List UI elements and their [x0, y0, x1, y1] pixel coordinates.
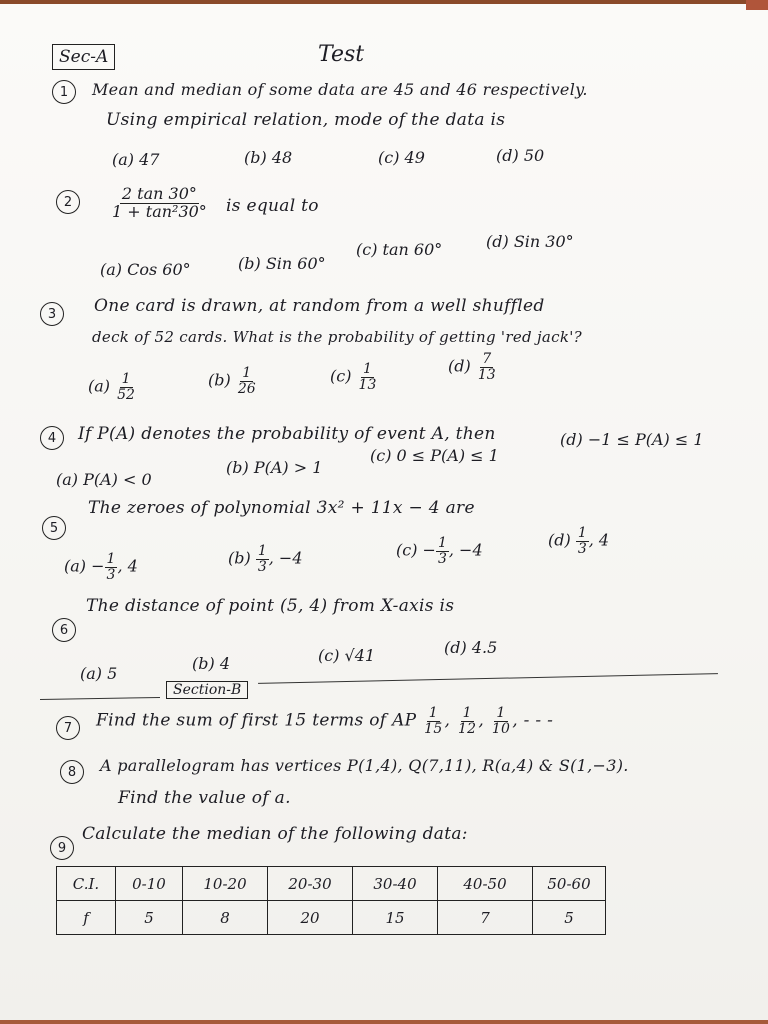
table-cell: 40-50 — [438, 867, 533, 901]
page-title: Test — [318, 42, 365, 67]
table-cell: 10-20 — [183, 867, 268, 901]
q3-option-c: (c) $\frac{1}{13}$ — [330, 361, 377, 393]
table-cell: 20 — [268, 901, 353, 935]
q7-term-2: $\frac{1}{12}$ — [457, 705, 477, 737]
table-cell: 7 — [438, 901, 533, 935]
q8-line2: Find the value of a. — [118, 788, 291, 808]
section-b-label: Section-B — [166, 681, 248, 699]
table-cell: C.I. — [57, 867, 116, 901]
q6-option-d: (d) 4.5 — [444, 638, 498, 657]
q1-option-b: (b) 48 — [244, 148, 293, 167]
q9-text: Calculate the median of the following data: — [82, 824, 468, 844]
question-number-5: 5 — [42, 516, 66, 540]
question-number-2: 2 — [56, 190, 80, 214]
question-number-9: 9 — [50, 836, 74, 860]
q5-option-c: (c) − $\frac{1}{3}$ , −4 — [396, 535, 483, 567]
paper-edge-corner — [746, 0, 768, 10]
q6-option-b: (b) 4 — [192, 654, 230, 673]
section-a-label: Sec-A — [52, 44, 115, 70]
question-number-8: 8 — [60, 760, 84, 784]
q2-fraction-numerator: 2 tan 30° — [121, 184, 197, 203]
question-number-7: 7 — [56, 716, 80, 740]
q1-option-c: (c) 49 — [378, 148, 425, 167]
q6-option-c: (c) √41 — [318, 646, 376, 665]
q2-option-d: (d) Sin 30° — [486, 232, 574, 251]
q2-text: is equal to — [226, 196, 319, 216]
q2-expression — [110, 186, 209, 221]
table-cell: 30-40 — [353, 867, 438, 901]
table-cell: 50-60 — [533, 867, 606, 901]
q4-text: If P(A) denotes the probability of event A, then — [78, 424, 496, 444]
table-cell: 5 — [116, 901, 183, 935]
q4-option-d: (d) −1 ≤ P(A) ≤ 1 — [560, 430, 704, 449]
table-row-header — [57, 867, 606, 901]
q2-fraction-denominator: 1 + tan²30° — [112, 201, 207, 221]
q2-option-b: (b) Sin 60° — [238, 254, 326, 273]
q5-option-a: (a) − $\frac{1}{3}$ , 4 — [64, 551, 138, 583]
q4-option-c: (c) 0 ≤ P(A) ≤ 1 — [370, 446, 499, 465]
q1-line2: Using empirical relation, mode of the data is — [106, 110, 506, 130]
question-number-6: 6 — [52, 618, 76, 642]
q2-option-a: (a) Cos 60° — [100, 260, 191, 279]
table-row — [57, 901, 606, 935]
table-cell: 15 — [353, 901, 438, 935]
q3-option-d: (d) $\frac{7}{13}$ — [448, 351, 496, 383]
q1-option-a: (a) 47 — [112, 150, 160, 169]
question-number-1: 1 — [52, 80, 76, 104]
q6-option-a: (a) 5 — [80, 664, 118, 683]
paper-edge-top — [0, 0, 768, 4]
frequency-table — [56, 866, 606, 935]
table-cell: 8 — [183, 901, 268, 935]
q1-line1: Mean and median of some data are 45 and 46 respectively. — [92, 80, 588, 99]
question-number-4: 4 — [40, 426, 64, 450]
q3-option-b: (b) $\frac{1}{26}$ — [208, 365, 256, 397]
q7-text: Find the sum of first 15 terms of AP $\frac{1}{15}$ , $\frac{1}{12}$ , $\frac{1}{10}$ , - - - — [96, 705, 554, 737]
q5-option-d: (d) $\frac{1}{3}$ , 4 — [548, 525, 610, 557]
q6-text: The distance of point (5, 4) from X-axis is — [86, 596, 455, 616]
q8-line1: A parallelogram has vertices P(1,4), Q(7,11), R(a,4) & S(1,−3). — [100, 756, 629, 775]
q3-line1: One card is drawn, at random from a well shuffled — [94, 296, 545, 316]
divider-left — [40, 697, 160, 700]
table-cell: 20-30 — [268, 867, 353, 901]
table-cell: 0-10 — [116, 867, 183, 901]
table-cell: 5 — [533, 901, 606, 935]
q7-term-1: $\frac{1}{15}$ — [424, 705, 443, 737]
question-number-3: 3 — [40, 302, 64, 326]
q4-option-b: (b) P(A) > 1 — [226, 458, 323, 477]
q5-option-b: (b) $\frac{1}{3}$ , −4 — [228, 543, 303, 575]
table-cell: f — [57, 901, 116, 935]
q5-text: The zeroes of polynomial 3x² + 11x − 4 are — [88, 498, 475, 518]
q1-option-d: (d) 50 — [496, 146, 545, 165]
q2-option-c: (c) tan 60° — [356, 240, 443, 259]
divider-right — [258, 673, 718, 684]
q3-option-a: (a) $\frac{1}{52}$ — [88, 371, 135, 403]
q3-line2: deck of 52 cards. What is the probability of getting 'red jack'? — [92, 328, 583, 346]
q4-option-a: (a) P(A) < 0 — [56, 470, 152, 489]
paper-edge-bottom — [0, 1020, 768, 1024]
q7-term-3: $\frac{1}{10}$ — [491, 705, 511, 737]
